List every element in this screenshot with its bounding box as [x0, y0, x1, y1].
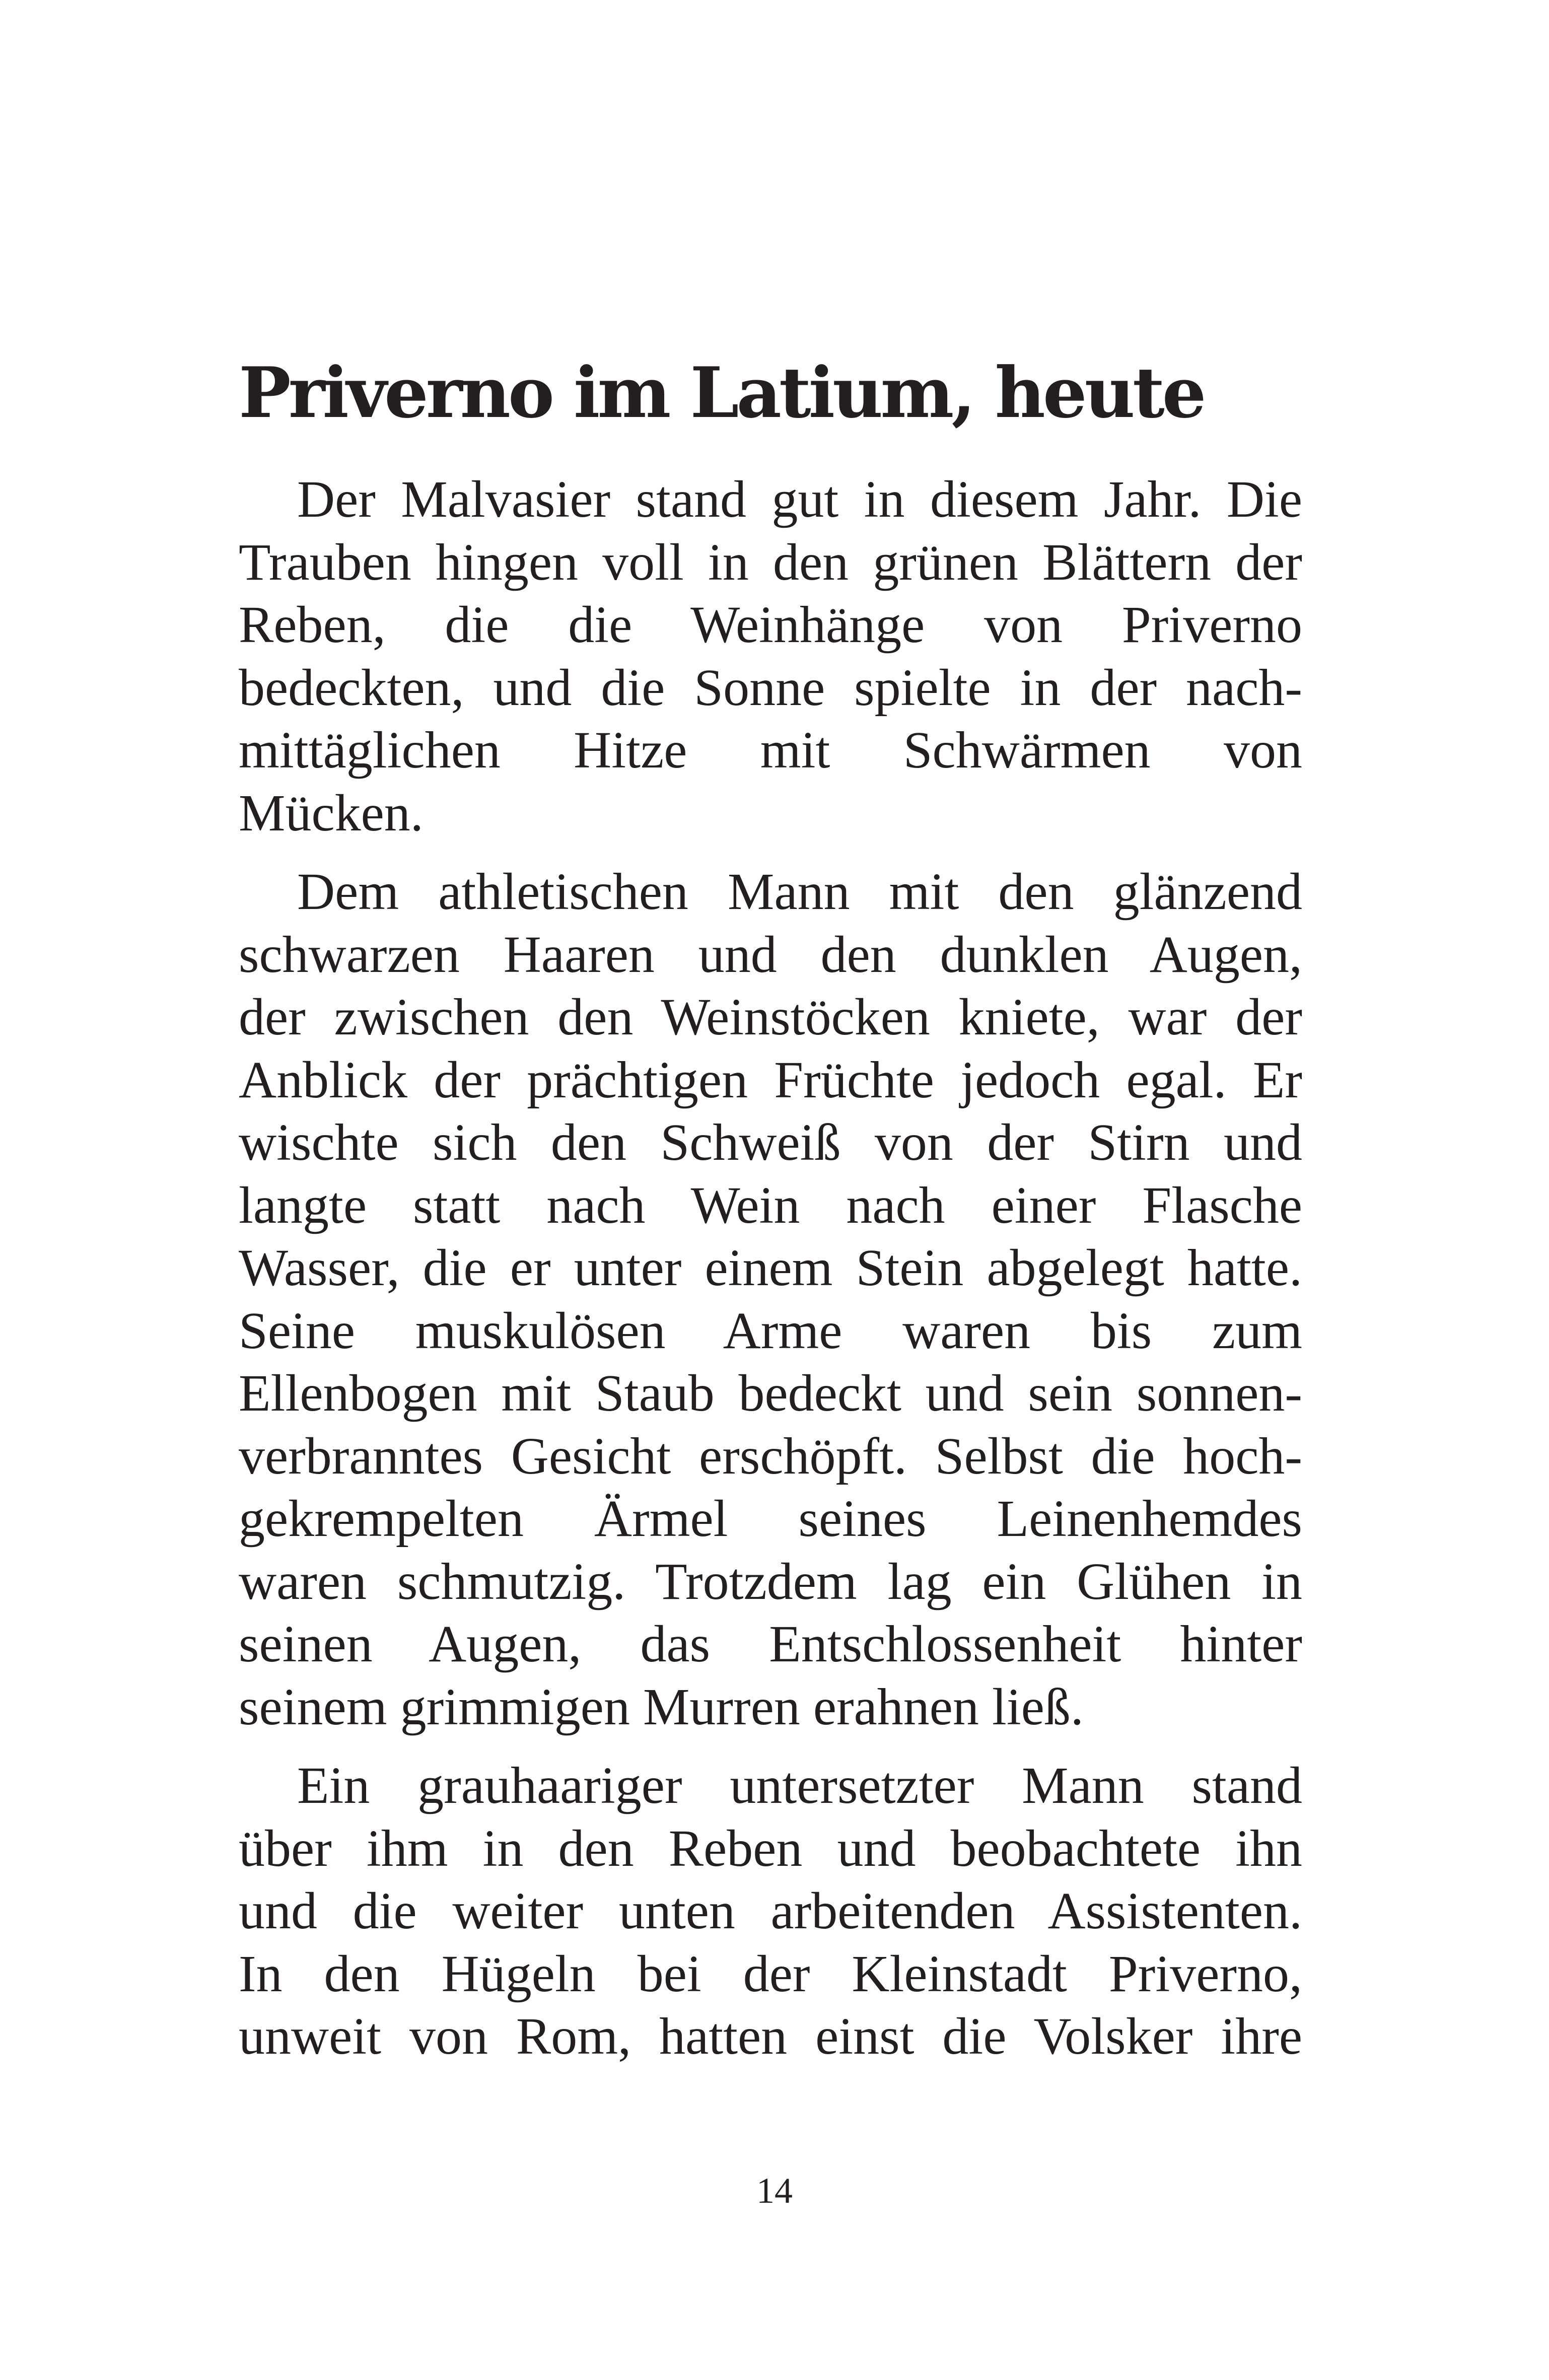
text-line: Ellenbogen mit Staub bedeckt und sein sonnen-	[239, 1364, 1302, 1422]
text-line: mittäglichen Hitze mit Schwärmen von	[239, 721, 1302, 779]
text-line: über ihm in den Reben und beobachtete ihn	[239, 1819, 1302, 1877]
body-text	[239, 468, 1302, 2084]
text-line: Ein grauhaariger untersetzter Mann stand	[297, 1757, 1302, 1814]
paragraph-2	[239, 861, 1302, 1738]
text-line: Der Malvasier stand gut in diesem Jahr. Die	[297, 470, 1302, 528]
text-line: gekrempelten Ärmel seines Leinenhemdes	[239, 1490, 1302, 1548]
text-line: Dem athletischen Mann mit den glänzend	[297, 863, 1302, 921]
text-line: Wasser, die er unter einem Stein abgelegt hatte.	[239, 1239, 1302, 1297]
text-line: Reben, die die Weinhänge von Priverno	[239, 596, 1302, 654]
text-line: der zwischen den Weinstöcken kniete, war der	[239, 988, 1302, 1046]
paragraph-1	[239, 468, 1302, 845]
paragraph-3	[239, 1755, 1302, 2068]
text-line: wischte sich den Schweiß von der Stirn und	[239, 1113, 1302, 1171]
text-line: und die weiter unten arbeitenden Assistenten.	[239, 1882, 1302, 1940]
text-line: schwarzen Haaren und den dunklen Augen,	[239, 925, 1302, 984]
text-line: langte statt nach Wein nach einer Flasche	[239, 1176, 1302, 1234]
text-line: Mücken.	[239, 784, 424, 842]
text-line: unweit von Rom, hatten einst die Volsker ihre	[239, 2007, 1302, 2065]
text-line: In den Hügeln bei der Kleinstadt Priverno,	[239, 1944, 1302, 2003]
text-line: Trauben hingen voll in den grünen Blättern der	[239, 533, 1302, 591]
text-line: seinen Augen, das Entschlossenheit hinter	[239, 1615, 1302, 1673]
text-line: Anblick der prächtigen Früchte jedoch egal. Er	[239, 1051, 1302, 1109]
text-line: verbranntes Gesicht erschöpft. Selbst die hoch-	[239, 1427, 1302, 1485]
text-line: bedeckten, und die Sonne spielte in der nach-	[239, 658, 1302, 717]
chapter-title: Priverno im Latium, heute	[239, 352, 1204, 434]
page-number: 14	[756, 2171, 793, 2211]
text-line: Seine muskulösen Arme waren bis zum	[239, 1301, 1302, 1360]
text-line: seinem grimmigen Murren erahnen ließ.	[239, 1677, 1084, 1736]
text-line: waren schmutzig. Trotzdem lag ein Glühen in	[239, 1552, 1302, 1611]
